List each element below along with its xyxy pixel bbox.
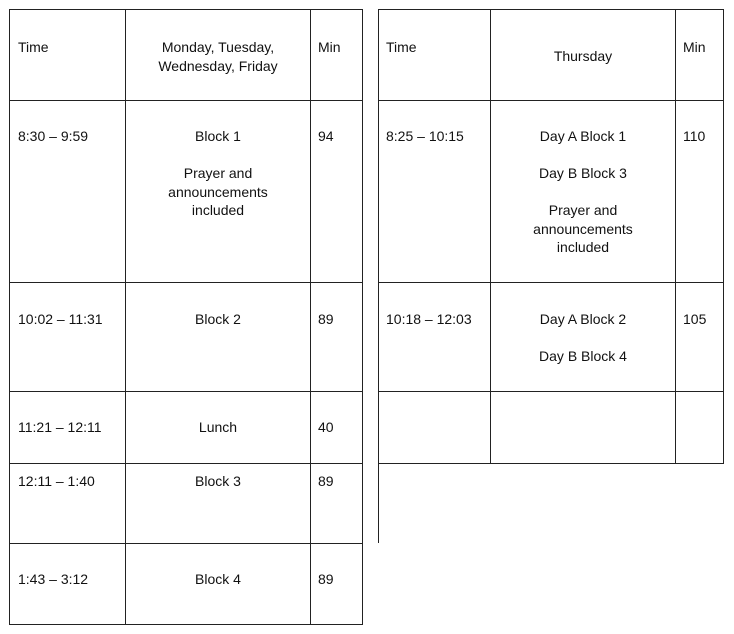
block-label: Day B Block 4 <box>539 348 627 364</box>
block-label: Block 3 <box>195 473 241 489</box>
header-days: Thursday <box>553 48 613 64</box>
row-min: 105 <box>683 311 707 327</box>
row-time: 10:18 – 12:03 <box>386 311 472 327</box>
row-min: 40 <box>318 419 334 435</box>
note-line-3: included <box>556 239 610 255</box>
header-min: Min <box>318 39 341 55</box>
row-time: 11:21 – 12:11 <box>18 419 102 435</box>
block-label: Day B Block 3 <box>539 165 627 181</box>
row-min: 110 <box>683 128 706 144</box>
row-min: 89 <box>318 473 334 489</box>
row-time: 12:11 – 1:40 <box>18 473 95 489</box>
header-min: Min <box>683 39 706 55</box>
header-days-line-2: Wednesday, Friday <box>158 57 278 74</box>
note-line-1: Prayer and <box>183 165 253 181</box>
note-line-2: announcements <box>168 183 268 200</box>
row-time: 10:02 – 11:31 <box>18 311 103 327</box>
row-min: 94 <box>318 128 334 144</box>
block-label: Day A Block 1 <box>539 128 627 144</box>
header-time: Time <box>386 39 417 55</box>
row-block <box>491 310 675 366</box>
header-days-line-1: Monday, Tuesday, <box>161 39 275 55</box>
note-line-3: included <box>191 202 245 218</box>
header-time: Time <box>18 39 49 55</box>
row-min: 89 <box>318 311 334 327</box>
row-min: 89 <box>318 571 334 587</box>
row-time: 8:25 – 10:15 <box>386 128 464 144</box>
row-time: 1:43 – 3:12 <box>18 571 89 587</box>
block-label: Day A Block 2 <box>539 311 627 327</box>
block-label: Block 4 <box>195 571 241 587</box>
block-label: Block 1 <box>195 128 241 144</box>
block-label: Lunch <box>198 419 238 435</box>
row-time: 8:30 – 9:59 <box>18 128 89 144</box>
note-line-2: announcements <box>533 220 633 237</box>
block-label: Block 2 <box>195 311 241 327</box>
block-note <box>491 201 675 257</box>
note-line-1: Prayer and <box>548 202 618 218</box>
row-block <box>491 127 675 257</box>
